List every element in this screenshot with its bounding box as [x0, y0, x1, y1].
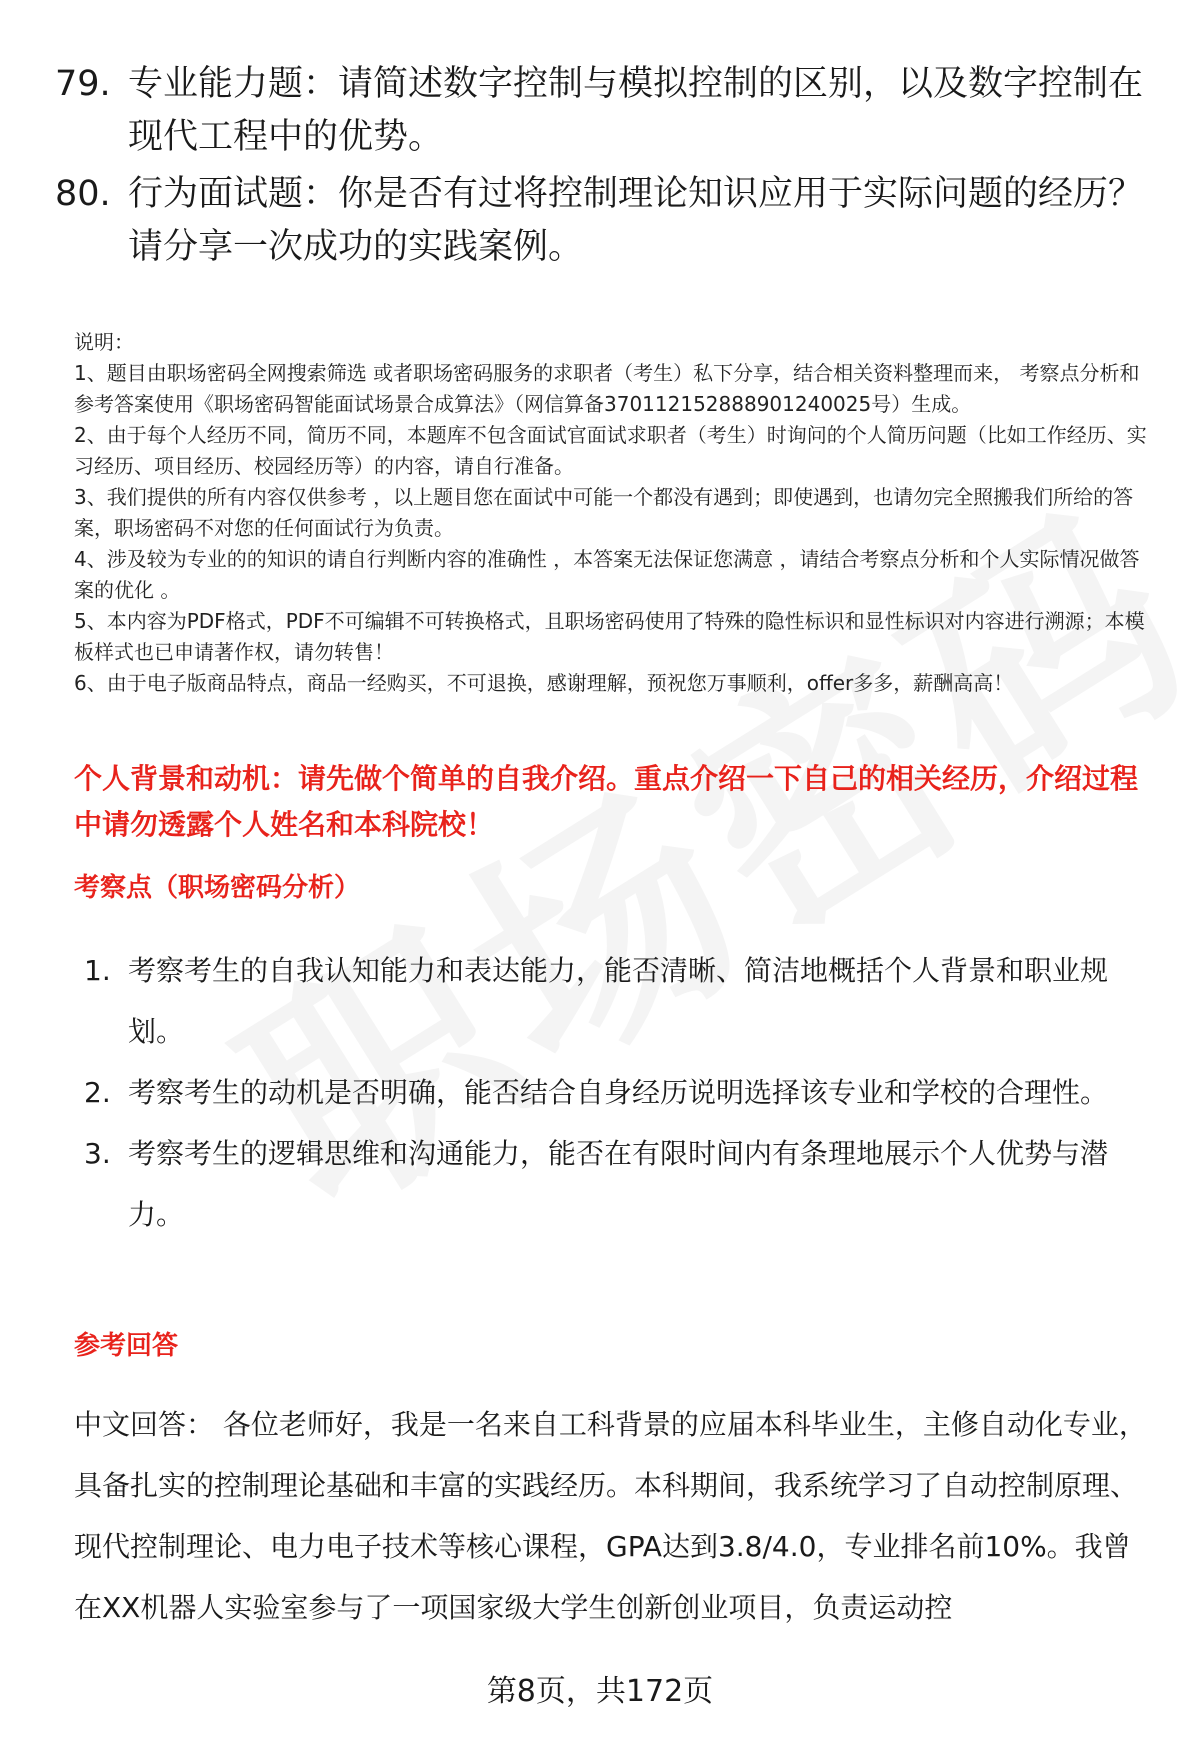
question-80	[55, 168, 1145, 274]
note-item: 5、本内容为PDF格式，PDF不可编辑不可转换格式，且职场密码使用了特殊的隐性标识和显性标识对内容进行溯源；本模板样式也已申请著作权，请勿转售！	[74, 609, 1145, 664]
note-item: 4、涉及较为专业的的知识的请自行判断内容的准确性 ，本答案无法保证您满意 ，请结合考察点分析和个人实际情况做答案的优化 。	[74, 547, 1140, 602]
note-item: 2、由于每个人经历不同，简历不同，本题库不包含面试官面试求职者（考生）时询问的个人简历问题（比如工作经历、实习经历、项目经历、校园经历等）的内容，请自行准备。	[74, 423, 1147, 478]
point-text: 考察考生的自我认知能力和表达能力，能否清晰、简洁地概括个人背景和职业规划。	[128, 954, 1109, 1048]
page-footer: 第8页，共172页	[486, 1674, 714, 1709]
point-number: 1.	[84, 954, 111, 987]
analysis-points	[84, 940, 1154, 1245]
interview-prompt: 个人背景和动机：请先做个简单的自我介绍。重点介绍一下自己的相关经历，介绍过程中请勿透露个人姓名和本科院校！	[74, 762, 1139, 841]
notes-section	[74, 327, 1154, 699]
point-text: 考察考生的动机是否明确，能否结合自身经历说明选择该专业和学校的合理性。	[128, 1076, 1109, 1109]
analysis-heading: 考察点（职场密码分析）	[74, 873, 361, 903]
reference-heading: 参考回答	[74, 1331, 179, 1361]
note-item: 1、题目由职场密码全网搜索筛选 或者职场密码服务的求职者（考生）私下分享，结合相关资料整理而来， 考察点分析和参考答案使用《职场密码智能面试场景合成算法》（网信算备370112152888901240025号）生成。	[74, 361, 1140, 416]
reference-answer: 中文回答： 各位老师好，我是一名来自工科背景的应届本科毕业生，主修自动化专业，具备扎实的控制理论基础和丰富的实践经历。本科期间，我系统学习了自动控制原理、现代控制理论、电力电子技术等核心课程，GPA达到3.8/4.0，专业排名前10%。我曾在XX机器人实验室参与了一项国家级大学生创新创业项目，负责运动控	[74, 1408, 1147, 1624]
note-item: 6、由于电子版商品特点，商品一经购买，不可退换，感谢理解，预祝您万事顺利，offer多多，薪酬高高！	[74, 671, 1014, 695]
point-number: 2.	[84, 1076, 111, 1109]
question-number: 80.	[55, 174, 111, 214]
question-text: 行为面试题：你是否有过将控制理论知识应用于实际问题的经历？请分享一次成功的实践案例。	[128, 174, 1144, 267]
question-text: 专业能力题：请简述数字控制与模拟控制的区别，以及数字控制在现代工程中的优势。	[128, 64, 1144, 157]
note-item: 3、我们提供的所有内容仅供参考 ，以上题目您在面试中可能一个都没有遇到；即使遇到，也请勿完全照搬我们所给的答案，职场密码不对您的任何面试行为负责。	[74, 485, 1134, 540]
point-number: 3.	[84, 1137, 111, 1170]
analysis-point	[84, 1062, 1154, 1123]
point-text: 考察考生的逻辑思维和沟通能力，能否在有限时间内有条理地展示个人优势与潜力。	[128, 1137, 1109, 1231]
analysis-point	[84, 1123, 1154, 1245]
notes-title: 说明：	[74, 330, 134, 354]
question-number: 79.	[55, 64, 111, 104]
analysis-point	[84, 940, 1154, 1062]
question-79	[55, 58, 1145, 164]
